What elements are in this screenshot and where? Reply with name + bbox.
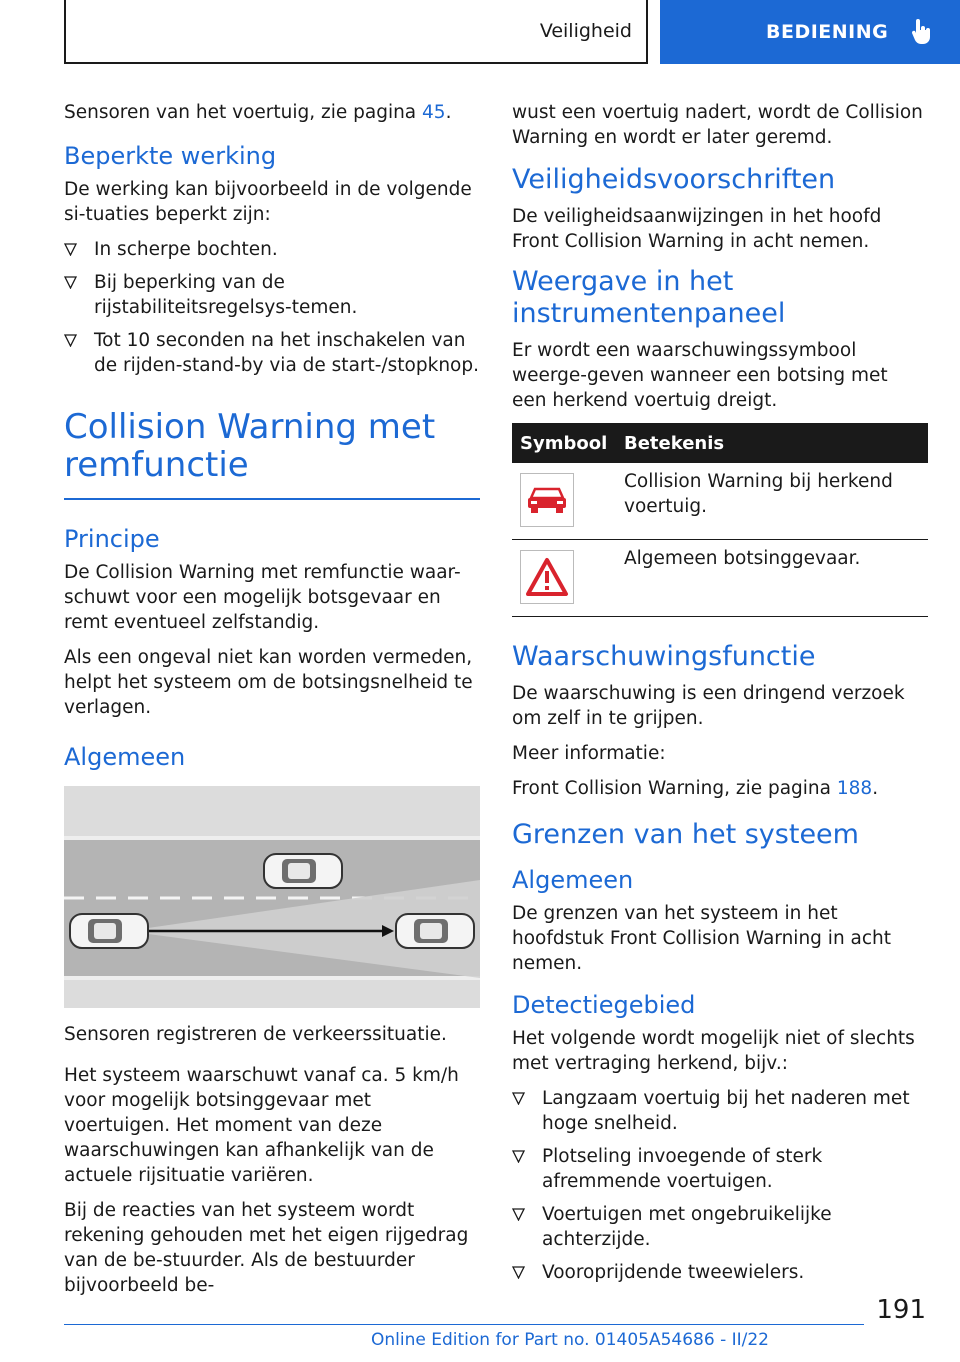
page-link-45[interactable]: 45: [422, 102, 446, 123]
triangle-bullet-icon: [512, 1266, 525, 1279]
car-own: [70, 914, 148, 948]
main-title: Collision Warning met remfunctie: [64, 407, 436, 485]
algemeen-p1: Het systeem waarschuwt vanaf ca. 5 km/h voor mogelijk botsinggevaar met voertuigen. Het moment van deze waarschuwingen kan afhankelijk van de actuele rijsituatie variëren.: [64, 1065, 459, 1186]
waarsch-p3: Front Collision Warning, zie pagina 188.: [512, 778, 879, 799]
table-header-betekenis: Betekenis: [616, 423, 928, 463]
footer-edition: Online Edition for Part no. 01405A54686 - II/22: [370, 1330, 769, 1350]
traffic-scene-image: [64, 786, 480, 1008]
triangle-bullet-icon: [512, 1092, 525, 1105]
meaning-cell: Collision Warning bij herkend voertuig.: [616, 463, 928, 540]
heading-beperkte-werking: Beperkte werking: [64, 142, 277, 170]
pointing-hand-icon: [910, 19, 932, 45]
list-item: Voertuigen met ongebruikelijke achterzijde.: [512, 1202, 928, 1252]
algemeen-p2: Bij de reacties van het systeem wordt rekening gehouden met het eigen rijgedrag van de be-stuurder. Als de bestuurder bijvoorbeeld be-: [64, 1200, 469, 1296]
triangle-bullet-icon: [64, 334, 77, 347]
grenzen-alg-text: De grenzen van het systeem in het hoofdstuk Front Collision Warning in acht nemen.: [512, 903, 892, 974]
list-item: In scherpe bochten.: [64, 237, 480, 262]
left-column: [64, 100, 480, 1308]
meaning-cell: Algemeen botsinggevaar.: [616, 540, 928, 617]
weergave-text: Er wordt een waarschuwingssymbool weerge-geven wanneer een botsing met een herkend voertuig dreigt.: [512, 340, 888, 411]
car-warning-icon: [520, 473, 574, 527]
page-link-188[interactable]: 188: [836, 778, 873, 799]
header-section-box: [64, 0, 648, 64]
main-title-block: [64, 408, 480, 500]
header-section-title: Veiligheid: [539, 20, 632, 42]
list-item: Langzaam voertuig bij het naderen met hoge snelheid.: [512, 1086, 928, 1136]
triangle-bullet-icon: [64, 243, 77, 256]
list-item: Tot 10 seconden na het inschakelen van de rijden-stand-by via de start-/stopknop.: [64, 328, 480, 378]
triangle-bullet-icon: [64, 276, 77, 289]
beperkte-list: [64, 237, 480, 378]
footer-rule: [64, 1324, 864, 1325]
principe-p2: Als een ongeval niet kan worden vermeden, helpt het systeem om de botsingsnelheid te verlagen.: [64, 647, 473, 718]
traffic-illustration: [64, 786, 480, 1008]
principe-p1: De Collision Warning met remfunctie waar-schuwt voor een mogelijk botsgevaar en remt eventueel zelfstandig.: [64, 562, 461, 633]
list-item: Bij beperking van de rijstabiliteitsregelsys-temen.: [64, 270, 480, 320]
triangle-bullet-icon: [512, 1150, 525, 1163]
waarsch-p1: De waarschuwing is een dringend verzoek om zelf in te grijpen.: [512, 683, 905, 729]
triangle-bullet-icon: [512, 1208, 525, 1221]
illustration-caption: Sensoren registreren de verkeerssituatie.: [64, 1024, 447, 1045]
veilig-text: De veiligheidsaanwijzingen in het hoofd Front Collision Warning in acht nemen.: [512, 206, 882, 252]
table-header-symbool: Symbool: [512, 423, 616, 463]
heading-grenzen: Grenzen van het systeem: [512, 819, 859, 850]
symbol-table: [512, 423, 928, 617]
intro-paragraph: Sensoren van het voertuig, zie pagina 45.: [64, 102, 452, 123]
page-number: 191: [876, 1295, 926, 1325]
heading-algemeen-grenzen: Algemeen: [512, 866, 634, 894]
waarsch-p2: Meer informatie:: [512, 743, 666, 764]
beperkte-text: De werking kan bijvoorbeeld in de volgende si-tuaties beperkt zijn:: [64, 179, 472, 225]
heading-principe: Principe: [64, 525, 160, 553]
symbol-cell: [512, 540, 616, 617]
car-ahead: [264, 854, 342, 888]
heading-waarschuwingsfunctie: Waarschuwingsfunctie: [512, 641, 816, 672]
heading-weergave: Weergave in het instrumentenpaneel: [512, 266, 786, 329]
heading-detectiegebied: Detectiegebied: [512, 991, 696, 1019]
list-item: Vooroprijdende tweewielers.: [512, 1260, 928, 1285]
table-row: [512, 463, 928, 540]
list-item: Plotseling invoegende of sterk afremmende voertuigen.: [512, 1144, 928, 1194]
detectie-text: Het volgende wordt mogelijk niet of slechts met vertraging herkend, bijv.:: [512, 1028, 915, 1074]
warning-triangle-icon: [520, 550, 574, 604]
header-chapter-tab[interactable]: [660, 0, 960, 64]
heading-veiligheidsvoorschriften: Veiligheidsvoorschriften: [512, 164, 836, 195]
right-column: [512, 100, 928, 1293]
continued-text: wust een voertuig nadert, wordt de Collision Warning en wordt er later geremd.: [512, 102, 923, 148]
heading-algemeen: Algemeen: [64, 743, 186, 771]
car-detected: [396, 914, 474, 948]
detectie-list: [512, 1086, 928, 1285]
table-row: [512, 540, 928, 617]
table-header-row: [512, 423, 928, 463]
header-chapter-title: BEDIENING: [766, 21, 889, 43]
symbol-cell: [512, 463, 616, 540]
